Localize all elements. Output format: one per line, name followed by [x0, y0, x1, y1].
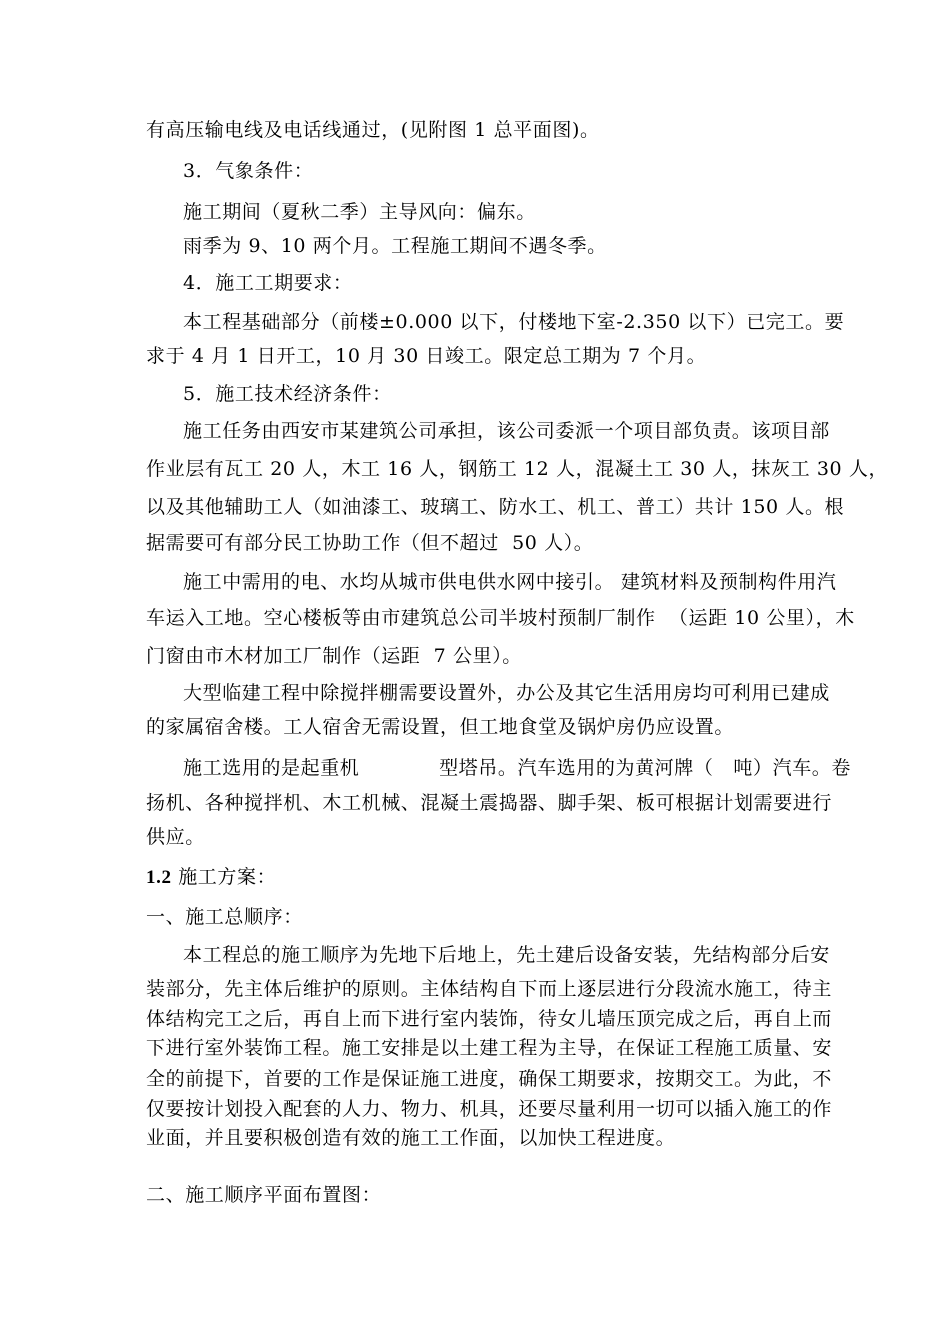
text-line: 下进行室外装饰工程。施工安排是以土建工程为主导，在保证工程施工质量、安 — [146, 1037, 833, 1059]
text-line: 大型临建工程中除搅拌棚需要设置外，办公及其它生活用房均可利用已建成 — [183, 682, 830, 704]
text-line: 施工选用的是起重机 型塔吊。汽车选用的为黄河牌（ 吨）汽车。卷 — [183, 757, 851, 779]
text-line: 体结构完工之后，再自上而下进行室内装饰，待女儿墙压顶完成之后，再自上而 — [146, 1008, 833, 1030]
text-line: 全的前提下，首要的工作是保证施工进度，确保工期要求，按期交工。为此，不 — [146, 1068, 833, 1090]
section-heading — [146, 864, 276, 891]
section-number: 1.2 — [146, 867, 172, 888]
text-line: 本工程基础部分（前楼±0.000 以下，付楼地下室-2.350 以下）已完工。要 — [183, 311, 845, 333]
text-line: 施工期间（夏秋二季）主导风向：偏东。 — [183, 201, 536, 223]
list-heading: 5．施工技术经济条件： — [183, 383, 392, 405]
text-line: 求于 4 月 1 日开工，10 月 30 日竣工。限定总工期为 7 个月。 — [146, 345, 707, 367]
text-line: 据需要可有部分民工协助工作（但不超过 50 人）。 — [146, 532, 594, 554]
text-line: 门窗由市木材加工厂制作（运距 7 公里）。 — [146, 645, 522, 667]
section-title: 施工方案： — [171, 866, 277, 888]
list-heading: 3．气象条件： — [183, 160, 314, 182]
text-line: 的家属宿舍楼。工人宿舍无需设置，但工地食堂及锅炉房仍应设置。 — [146, 716, 735, 738]
list-heading: 4．施工工期要求： — [183, 272, 353, 294]
text-line: 供应。 — [146, 826, 205, 848]
text-line: 业面，并且要积极创造有效的施工工作面，以加快工程进度。 — [146, 1127, 676, 1149]
text-line: 施工任务由西安市某建筑公司承担，该公司委派一个项目部负责。该项目部 — [183, 420, 830, 442]
text-line: 本工程总的施工顺序为先地下后地上，先土建后设备安装，先结构部分后安 — [183, 944, 830, 966]
text-line: 作业层有瓦工 20 人，木工 16 人，钢筋工 12 人，混凝土工 30 人，抹灰工 30 人， — [146, 458, 889, 480]
subsection-heading: 二、施工顺序平面布置图： — [146, 1184, 382, 1206]
subsection-heading: 一、施工总顺序： — [146, 906, 303, 928]
text-line: 仅要按计划投入配套的人力、物力、机具，还要尽量利用一切可以插入施工的作 — [146, 1098, 833, 1120]
text-line: 以及其他辅助工人（如油漆工、玻璃工、防水工、机工、普工）共计 150 人。根 — [146, 496, 845, 518]
text-line: 雨季为 9、10 两个月。工程施工期间不遇冬季。 — [183, 235, 607, 257]
text-line: 装部分，先主体后维护的原则。主体结构自下而上逐层进行分段流水施工，待主 — [146, 978, 833, 1000]
text-line: 扬机、各种搅拌机、木工机械、混凝土震捣器、脚手架、板可根据计划需要进行 — [146, 792, 833, 814]
text-line: 有高压输电线及电话线通过，(见附图 1 总平面图)。 — [146, 119, 600, 141]
text-line: 施工中需用的电、水均从城市供电供水网中接引。 建筑材料及预制构件用汽 — [183, 571, 837, 593]
text-line: 车运入工地。空心楼板等由市建筑总公司半坡村预制厂制作 （运距 10 公里），木 — [146, 607, 855, 629]
